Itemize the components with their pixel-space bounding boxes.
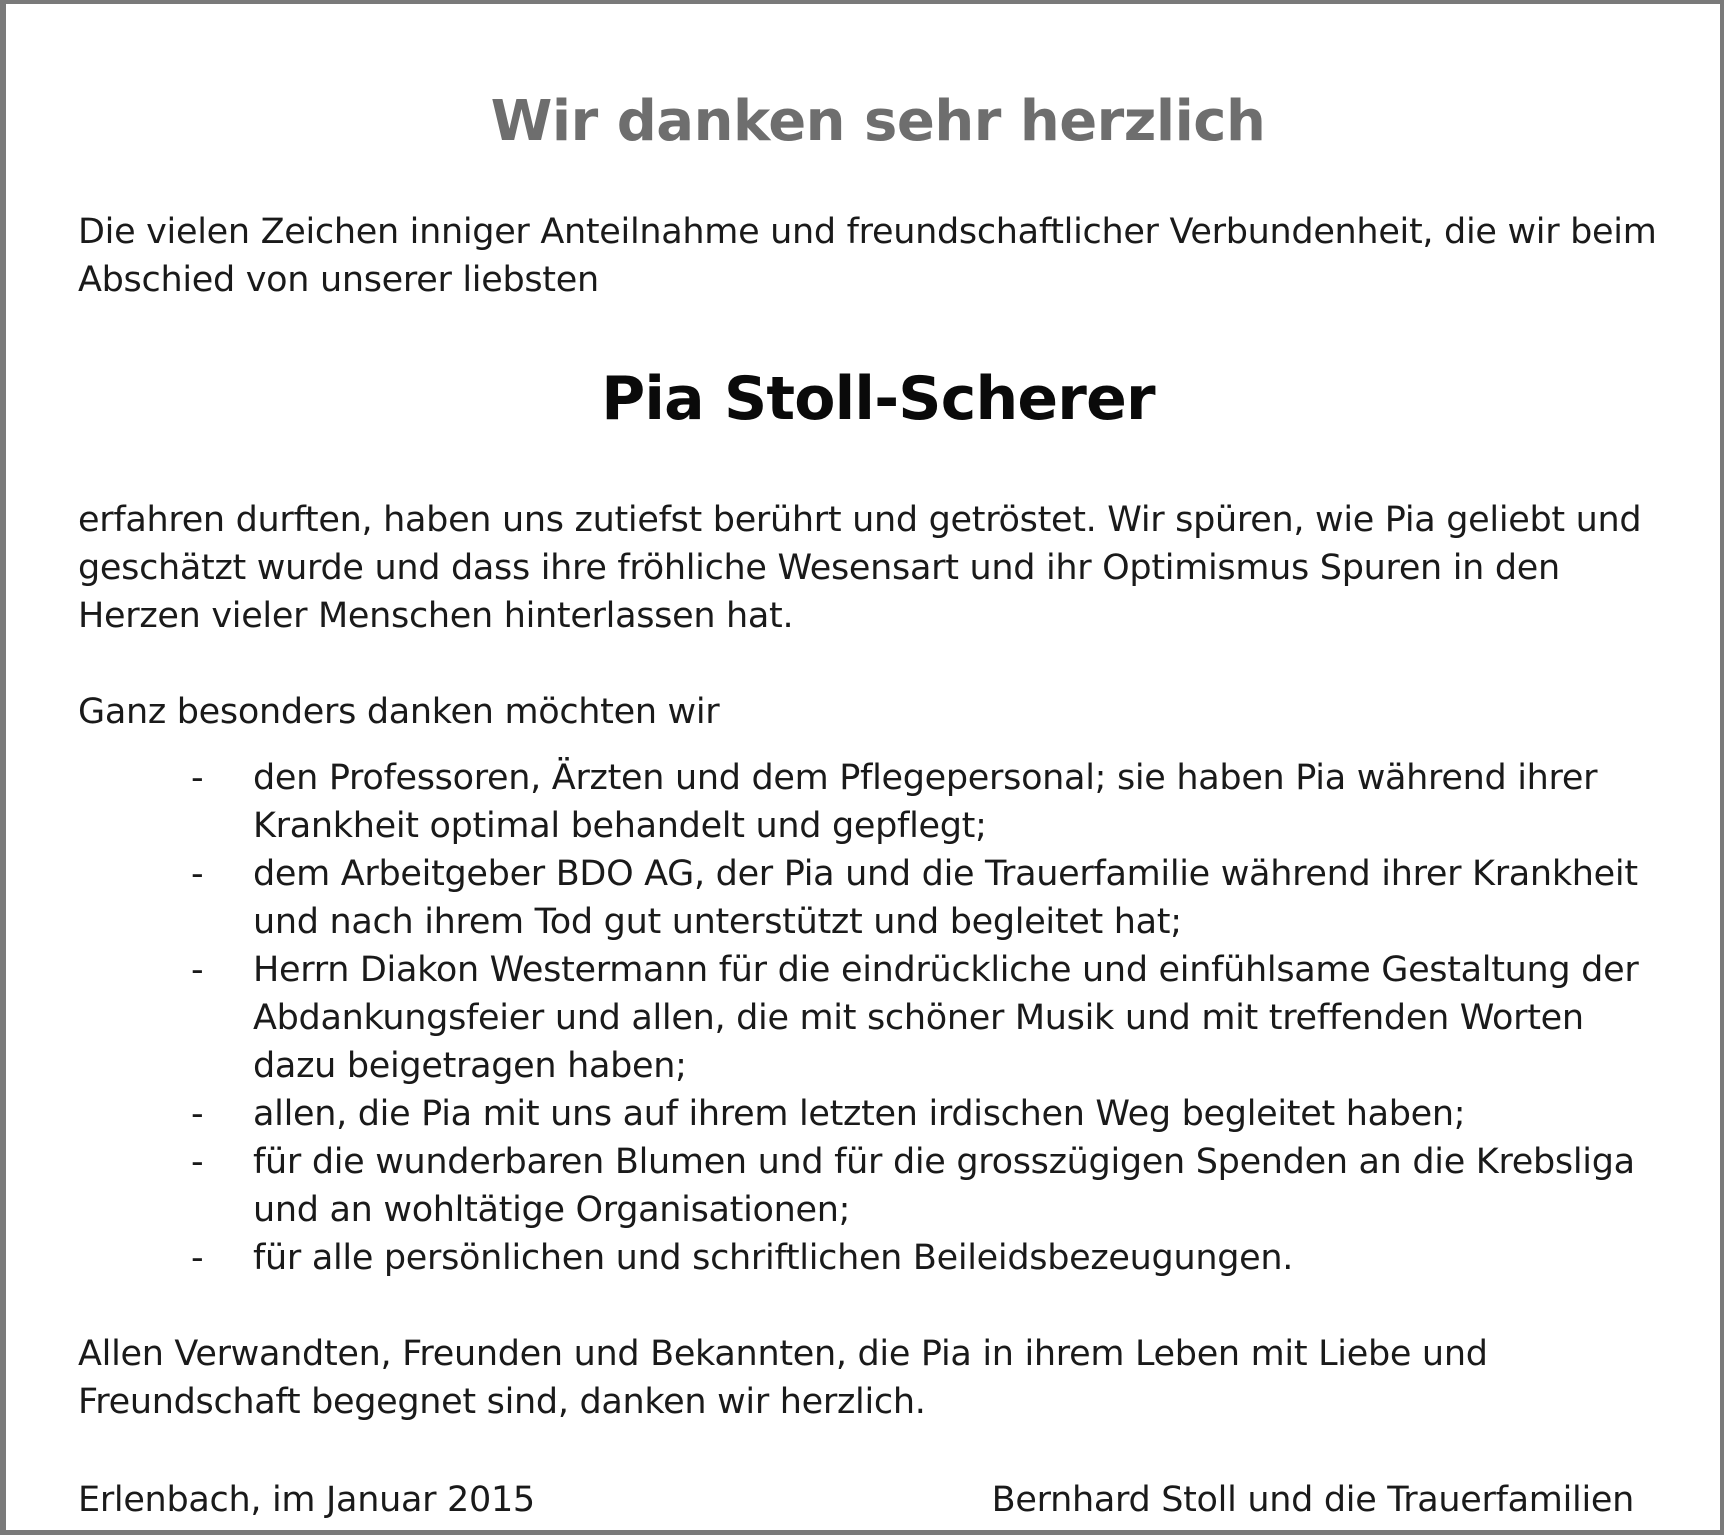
list-item-text: dem Arbeitgeber BDO AG, der Pia und die Trauerfamilie während ihrer Krankheit und nach ihrem Tod gut unterstützt und begleitet hat; xyxy=(253,854,1638,942)
list-dash: - xyxy=(191,950,204,990)
list-item xyxy=(78,1234,1658,1282)
notice-content xyxy=(78,74,1658,1524)
list-item-text: allen, die Pia mit uns auf ihrem letzten irdischen Weg begleitet haben; xyxy=(253,1094,1466,1134)
intro-paragraph: Die vielen Zeichen inniger Anteilnahme und freundschaftlicher Verbundenheit, die wir beim Abschied von unserer liebsten xyxy=(78,212,1657,300)
list-item xyxy=(78,1090,1658,1138)
list-item xyxy=(78,850,1658,946)
list-item-text: Herrn Diakon Westermann für die eindrückliche und einfühlsame Gestaltung der Abdankungsfeier und allen, die mit schöner Musik und mit treffenden Worten dazu beigetragen haben; xyxy=(253,950,1639,1086)
place-date: Erlenbach, im Januar 2015 xyxy=(78,1480,535,1520)
notice-title: Wir danken sehr herzlich xyxy=(490,89,1266,154)
list-dash: - xyxy=(191,1094,204,1134)
list-item xyxy=(78,946,1658,1090)
list-dash: - xyxy=(191,1142,204,1182)
list-dash: - xyxy=(191,758,204,798)
body-paragraph: erfahren durften, haben uns zutiefst berührt und getröstet. Wir spüren, wie Pia geliebt und geschätzt wurde und dass ihre fröhliche Wesensart und ihr Optimismus Spuren in den Herzen vieler Menschen hinterlassen hat. xyxy=(78,500,1642,636)
thanks-list xyxy=(78,754,1658,1282)
list-item xyxy=(78,1138,1658,1234)
list-item xyxy=(78,754,1658,850)
notice-footer xyxy=(78,1476,1634,1524)
signature: Bernhard Stoll und die Trauerfamilien xyxy=(991,1480,1634,1520)
deceased-name: Pia Stoll-Scherer xyxy=(601,364,1155,434)
closing-paragraph: Allen Verwandten, Freunden und Bekannten, die Pia in ihrem Leben mit Liebe und Freundschaft begegnet sind, danken wir herzlich. xyxy=(78,1334,1488,1422)
thanks-intro: Ganz besonders danken möchten wir xyxy=(78,692,720,732)
list-item-text: den Professoren, Ärzten und dem Pflegepersonal; sie haben Pia während ihrer Krankheit optimal behandelt und gepflegt; xyxy=(253,758,1598,846)
list-dash: - xyxy=(191,1238,204,1278)
list-dash: - xyxy=(191,854,204,894)
list-item-text: für die wunderbaren Blumen und für die grosszügigen Spenden an die Krebsliga und an wohltätige Organisationen; xyxy=(253,1142,1635,1230)
list-item-text: für alle persönlichen und schriftlichen Beileidsbezeugungen. xyxy=(253,1238,1294,1278)
